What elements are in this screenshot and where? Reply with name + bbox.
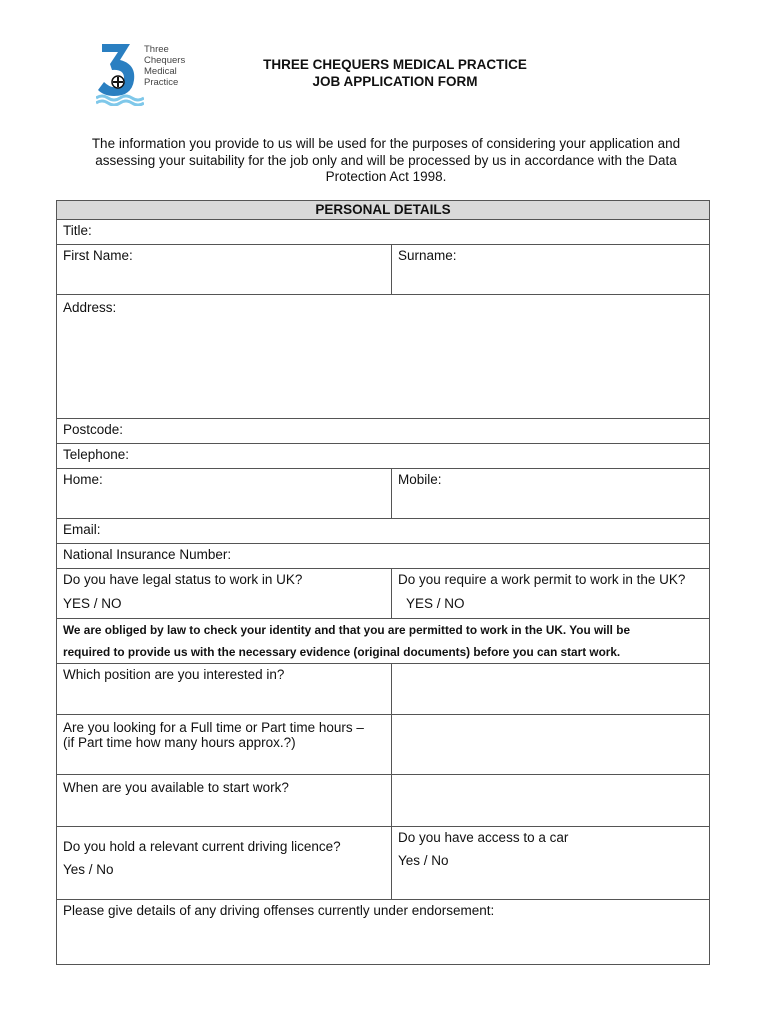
hours-row <box>57 714 709 774</box>
hours-question-line1: Are you looking for a Full time or Part time hours – <box>63 720 364 735</box>
work-status-row <box>57 568 709 618</box>
phone-row <box>57 468 709 518</box>
first-name-field[interactable] <box>57 245 392 294</box>
mobile-label: Mobile: <box>398 472 442 487</box>
logo-mark <box>96 40 144 106</box>
surname-label: Surname: <box>398 248 457 263</box>
permit-question: Do you require a work permit to work in the UK? <box>398 572 686 587</box>
practice-logo <box>96 40 196 106</box>
logo-text: Three Chequers Medical Practice <box>144 44 186 88</box>
section-header <box>57 201 709 219</box>
home-phone-field[interactable] <box>57 469 392 518</box>
practice-name: THREE CHEQUERS MEDICAL PRACTICE <box>263 57 527 72</box>
telephone-row <box>57 443 709 468</box>
address-label: Address: <box>63 300 117 315</box>
title-row[interactable] <box>57 219 709 244</box>
hours-question <box>57 715 392 774</box>
form-title <box>230 56 560 90</box>
email-row[interactable] <box>57 518 709 543</box>
section-title: PERSONAL DETAILS <box>315 202 451 217</box>
postcode-label: Postcode: <box>63 422 124 437</box>
mobile-phone-field[interactable] <box>392 469 709 518</box>
position-row <box>57 663 709 714</box>
start-question: When are you available to start work? <box>57 775 392 826</box>
licence-question: Do you hold a relevant current driving licence? <box>63 839 341 854</box>
licence-options[interactable]: Yes / No <box>63 862 114 877</box>
car-cell <box>392 827 709 899</box>
title-label: Title: <box>63 223 92 238</box>
position-answer[interactable] <box>392 664 709 714</box>
legal-notice-row <box>57 618 709 663</box>
start-answer[interactable] <box>392 775 709 826</box>
permit-cell <box>392 569 709 618</box>
postcode-row[interactable] <box>57 418 709 443</box>
form-name: JOB APPLICATION FORM <box>312 74 478 89</box>
legal-status-options[interactable]: YES / NO <box>63 596 122 611</box>
intro-text: The information you provide to us will be used for the purposes of considering your application and assessing your suitability for the job only and will be processed by us in accordance with the Data Protection Act 1998. <box>91 136 681 184</box>
car-options[interactable]: Yes / No <box>398 853 449 868</box>
hours-answer[interactable] <box>392 715 709 774</box>
first-name-label: First Name: <box>63 248 133 263</box>
name-row <box>57 244 709 294</box>
personal-details-form <box>56 200 710 965</box>
licence-cell <box>57 827 392 899</box>
surname-field[interactable] <box>392 245 709 294</box>
home-label: Home: <box>63 472 103 487</box>
offenses-row[interactable] <box>57 899 709 964</box>
legal-notice <box>57 619 709 663</box>
permit-options[interactable]: YES / NO <box>406 596 465 611</box>
legal-notice-line2: required to provide us with the necessary evidence (original documents) before you can start work. <box>63 645 621 659</box>
ni-row[interactable] <box>57 543 709 568</box>
driving-row <box>57 826 709 899</box>
email-label: Email: <box>63 522 101 537</box>
position-question: Which position are you interested in? <box>57 664 392 714</box>
legal-status-cell <box>57 569 392 618</box>
legal-notice-line1: We are obliged by law to check your identity and that you are permitted to work in the UK. You will be <box>63 623 630 637</box>
ni-label: National Insurance Number: <box>63 547 232 562</box>
legal-status-question: Do you have legal status to work in UK? <box>63 572 303 587</box>
telephone-label: Telephone: <box>63 447 130 462</box>
start-row <box>57 774 709 826</box>
hours-question-line2: (if Part time how many hours approx.?) <box>63 735 296 750</box>
offenses-question: Please give details of any driving offenses currently under endorsement: <box>63 903 495 918</box>
car-question: Do you have access to a car <box>398 830 569 845</box>
address-row[interactable] <box>57 294 709 418</box>
